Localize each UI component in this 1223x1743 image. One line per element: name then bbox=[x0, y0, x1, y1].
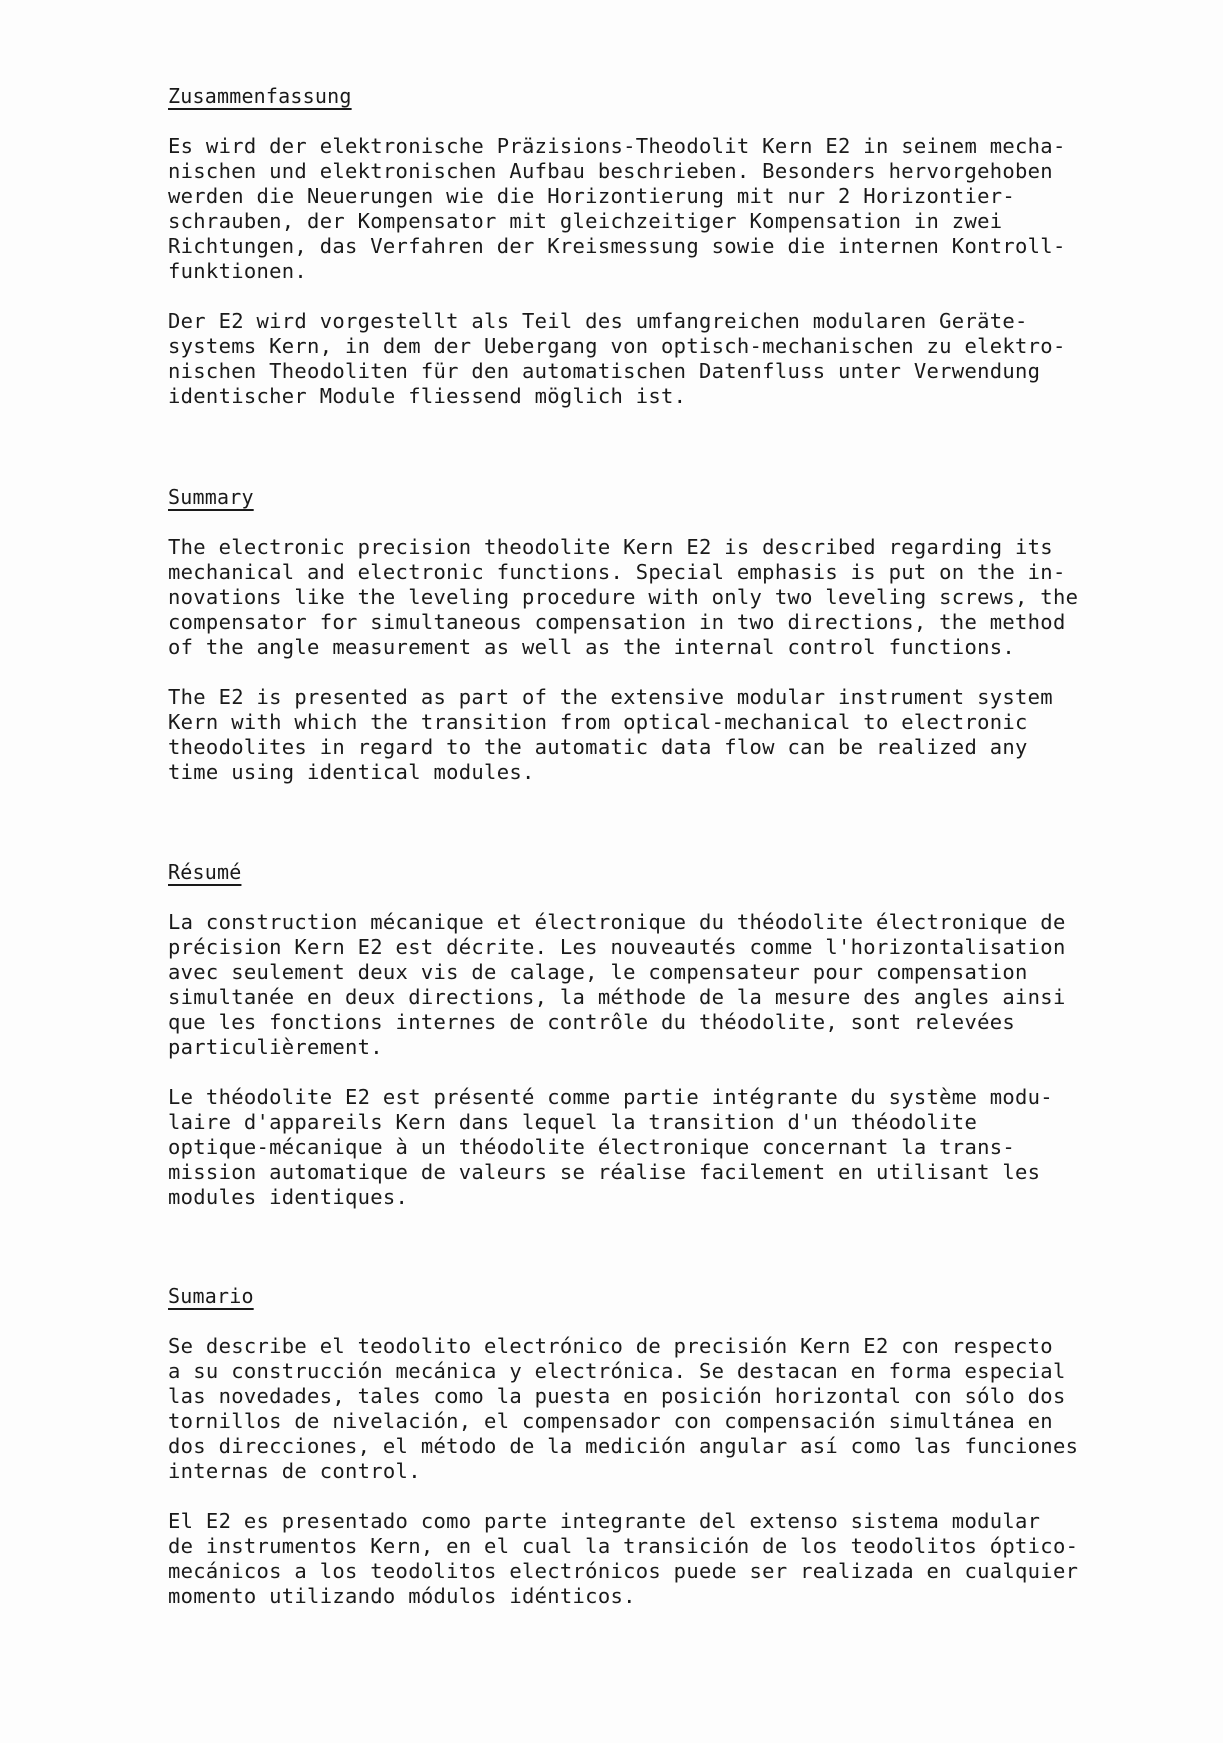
section-heading: Résumé bbox=[168, 860, 242, 884]
section-paragraph: La construction mécanique et électronique du théodolite électronique de précision Kern E2 est décrite. Les nouveautés comme l'horizontalisation avec seulement deux vis de calage, le compensateur pour compensation simultanée en deux directions, la méthode de la mesure des angles ainsi que les fonctions internes de contrôle du théodolite, sont relevées particulièrement. bbox=[168, 910, 1066, 1059]
section-resume bbox=[168, 860, 1068, 1210]
section-heading: Zusammenfassung bbox=[168, 84, 352, 108]
section-paragraph: Es wird der elektronische Präzisions-Theodolit Kern E2 in seinem mecha- nischen und elektronischen Aufbau beschrieben. Besonders hervorgehoben werden die Neuerungen wie die Horizontierung mit nur 2 Horizontier- schrauben, der Kompensator mit gleichzeitiger Kompensation in zwei Richtungen, das Verfahren der Kreismessung sowie die internen Kontroll- funktionen. bbox=[168, 134, 1066, 283]
section-summary bbox=[168, 485, 1079, 785]
section-sumario bbox=[168, 1284, 1079, 1609]
section-zusammenfassung bbox=[168, 84, 1068, 409]
section-heading: Summary bbox=[168, 485, 254, 509]
section-paragraph: Le théodolite E2 est présenté comme partie intégrante du système modu- laire d'appareils Kern dans lequel la transition d'un théodolite optique-mécanique à un théodolite électronique concernant la trans- mission automatique de valeurs se réalise facilement en utilisant les modules identiques. bbox=[168, 1085, 1053, 1209]
section-paragraph: Der E2 wird vorgestellt als Teil des umfangreichen modularen Geräte- systems Kern, in dem der Uebergang von optisch-mechanischen zu elektro- nischen Theodoliten für den automatischen Datenfluss unter Verwendung identischer Module fliessend möglich ist. bbox=[168, 309, 1066, 408]
section-paragraph: El E2 es presentado como parte integrante del extenso sistema modular de instrumentos Kern, en el cual la transición de los teodolitos óptico- mecánicos a los teodolitos electrónicos puede ser realizada en cualquier momento utilizando módulos idénticos. bbox=[168, 1509, 1079, 1608]
section-paragraph: The electronic precision theodolite Kern E2 is described regarding its mechanical and electronic functions. Special emphasis is put on the in- novations like the leveling procedure with only two leveling screws, the compensator for simultaneous compensation in two directions, the method of the angle measurement as well as the internal control functions. bbox=[168, 535, 1079, 659]
section-heading: Sumario bbox=[168, 1284, 254, 1308]
section-paragraph: Se describe el teodolito electrónico de precisión Kern E2 con respecto a su construcción mecánica y electrónica. Se destacan en forma especial las novedades, tales como la puesta en posición horizontal con sólo dos tornillos de nivelación, el compensador con compensación simultánea en dos direcciones, el método de la medición angular así como las funciones internas de control. bbox=[168, 1334, 1079, 1483]
section-paragraph: The E2 is presented as part of the extensive modular instrument system Kern with which the transition from optical-mechanical to electronic theodolites in regard to the automatic data flow can be realized any time using identical modules. bbox=[168, 685, 1053, 784]
